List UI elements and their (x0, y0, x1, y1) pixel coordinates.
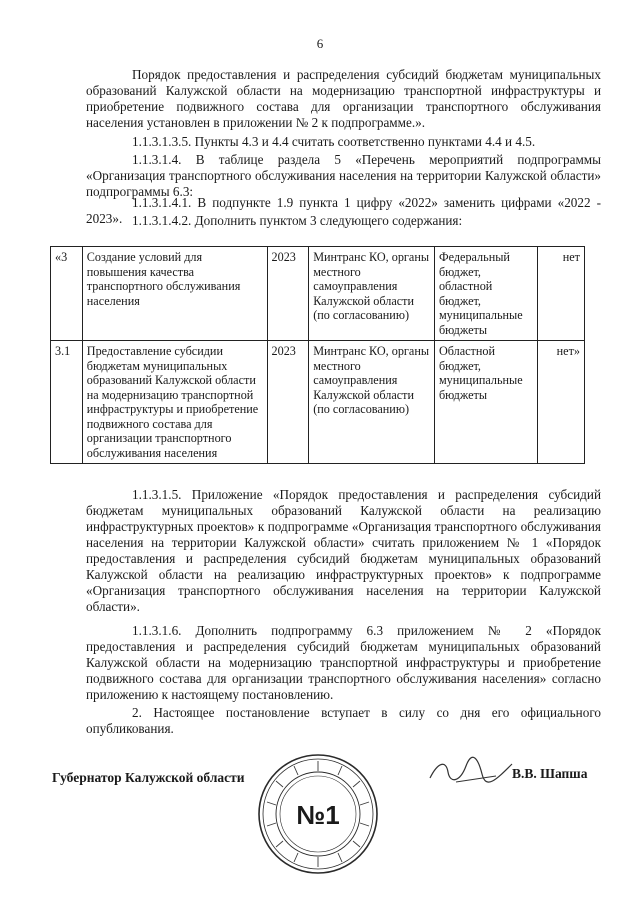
paragraph-procedure-reference: Порядок предоставления и распределения субсидий бюджетам муниципальных образований Калужской области на модернизацию транспортной инфраструктуры и приобретение подвижного состава для организации транспортного обслуживания населения установлен в приложении № 2 к подпрограмме.». (86, 67, 601, 130)
table-row (51, 341, 585, 464)
paragraph-1-1-3-1-5: 1.1.3.1.5. Приложение «Порядок предоставления и распределения субсидий бюджетам муниципальных образований Калужской области на реализацию инфраструктурных проектов» к подпрограмме «Организация транспортного обслуживания населения на территории Калужской области» считать приложением № 1 «Порядок предоставления и распределения субсидий бюджетам муниципальных образований Калужской области на реализацию инфраструктурных проектов» к подпрограмме «Организация транспортного обслуживания населения на территории Калужской области». (86, 487, 601, 614)
paragraph-1-1-3-1-3-5: 1.1.3.1.3.5. Пункты 4.3 и 4.4 считать соответственно пунктами 4.4 и 4.5. (132, 134, 536, 149)
paragraph-effective-date: 2. Настоящее постановление вступает в силу со дня его официального опубликования. (86, 705, 601, 736)
paragraph-1-1-3-1-4: 1.1.3.1.4. В таблице раздела 5 «Перечень мероприятий подпрограммы «Организация транспортного обслуживания населения на территории Калужской области» подпрограммы 6.3: (86, 152, 601, 199)
measures-table (50, 246, 585, 464)
signatory-title: Губернатор Калужской области (52, 770, 245, 785)
signatory-name: В.В. Шапша (512, 766, 588, 781)
measure-name-cell: Создание условий для повышения качества транспортного обслуживания населения (82, 247, 267, 341)
volume-cell: нет» (538, 341, 585, 464)
row-number-cell: 3.1 (51, 341, 83, 464)
seal-number: №1 (296, 800, 340, 830)
table-row (51, 247, 585, 341)
handwritten-signature-icon (426, 752, 516, 788)
official-seal-icon (256, 752, 380, 876)
executor-cell: Минтранс КО, органы местного самоуправления Калужской области (по согласованию) (309, 341, 435, 464)
paragraph-1-1-3-1-4-2: 1.1.3.1.4.2. Дополнить пунктом 3 следующего содержания: (132, 213, 463, 228)
year-cell: 2023 (267, 247, 309, 341)
executor-cell: Минтранс КО, органы местного самоуправления Калужской области (по согласованию) (309, 247, 435, 341)
volume-cell: нет (538, 247, 585, 341)
page-number: 6 (316, 36, 324, 51)
measure-name-cell: Предоставление субсидии бюджетам муниципальных образований Калужской области на модернизацию транспортной инфраструктуры и приобретение подвижного состава для организации транспортного обслуживания населения (82, 341, 267, 464)
paragraph-1-1-3-1-4-1: 1.1.3.1.4.1. В подпункте 1.9 пункта 1 цифру «2022» заменить цифрами «2022 - 2023». (86, 195, 601, 226)
paragraph-1-1-3-1-6: 1.1.3.1.6. Дополнить подпрограмму 6.3 приложением № 2 «Порядок предоставления и распределения субсидий бюджетам муниципальных образований Калужской области на модернизацию транспортной инфраструктуры и приобретение подвижного состава для организации транспортного обслуживания населения» согласно приложению к настоящему постановлению. (86, 623, 601, 702)
funding-source-cell: Федеральный бюджет, областной бюджет, муниципальные бюджеты (434, 247, 537, 341)
year-cell: 2023 (267, 341, 309, 464)
funding-source-cell: Областной бюджет, муниципальные бюджеты (434, 341, 537, 464)
row-number-cell: «3 (51, 247, 83, 341)
